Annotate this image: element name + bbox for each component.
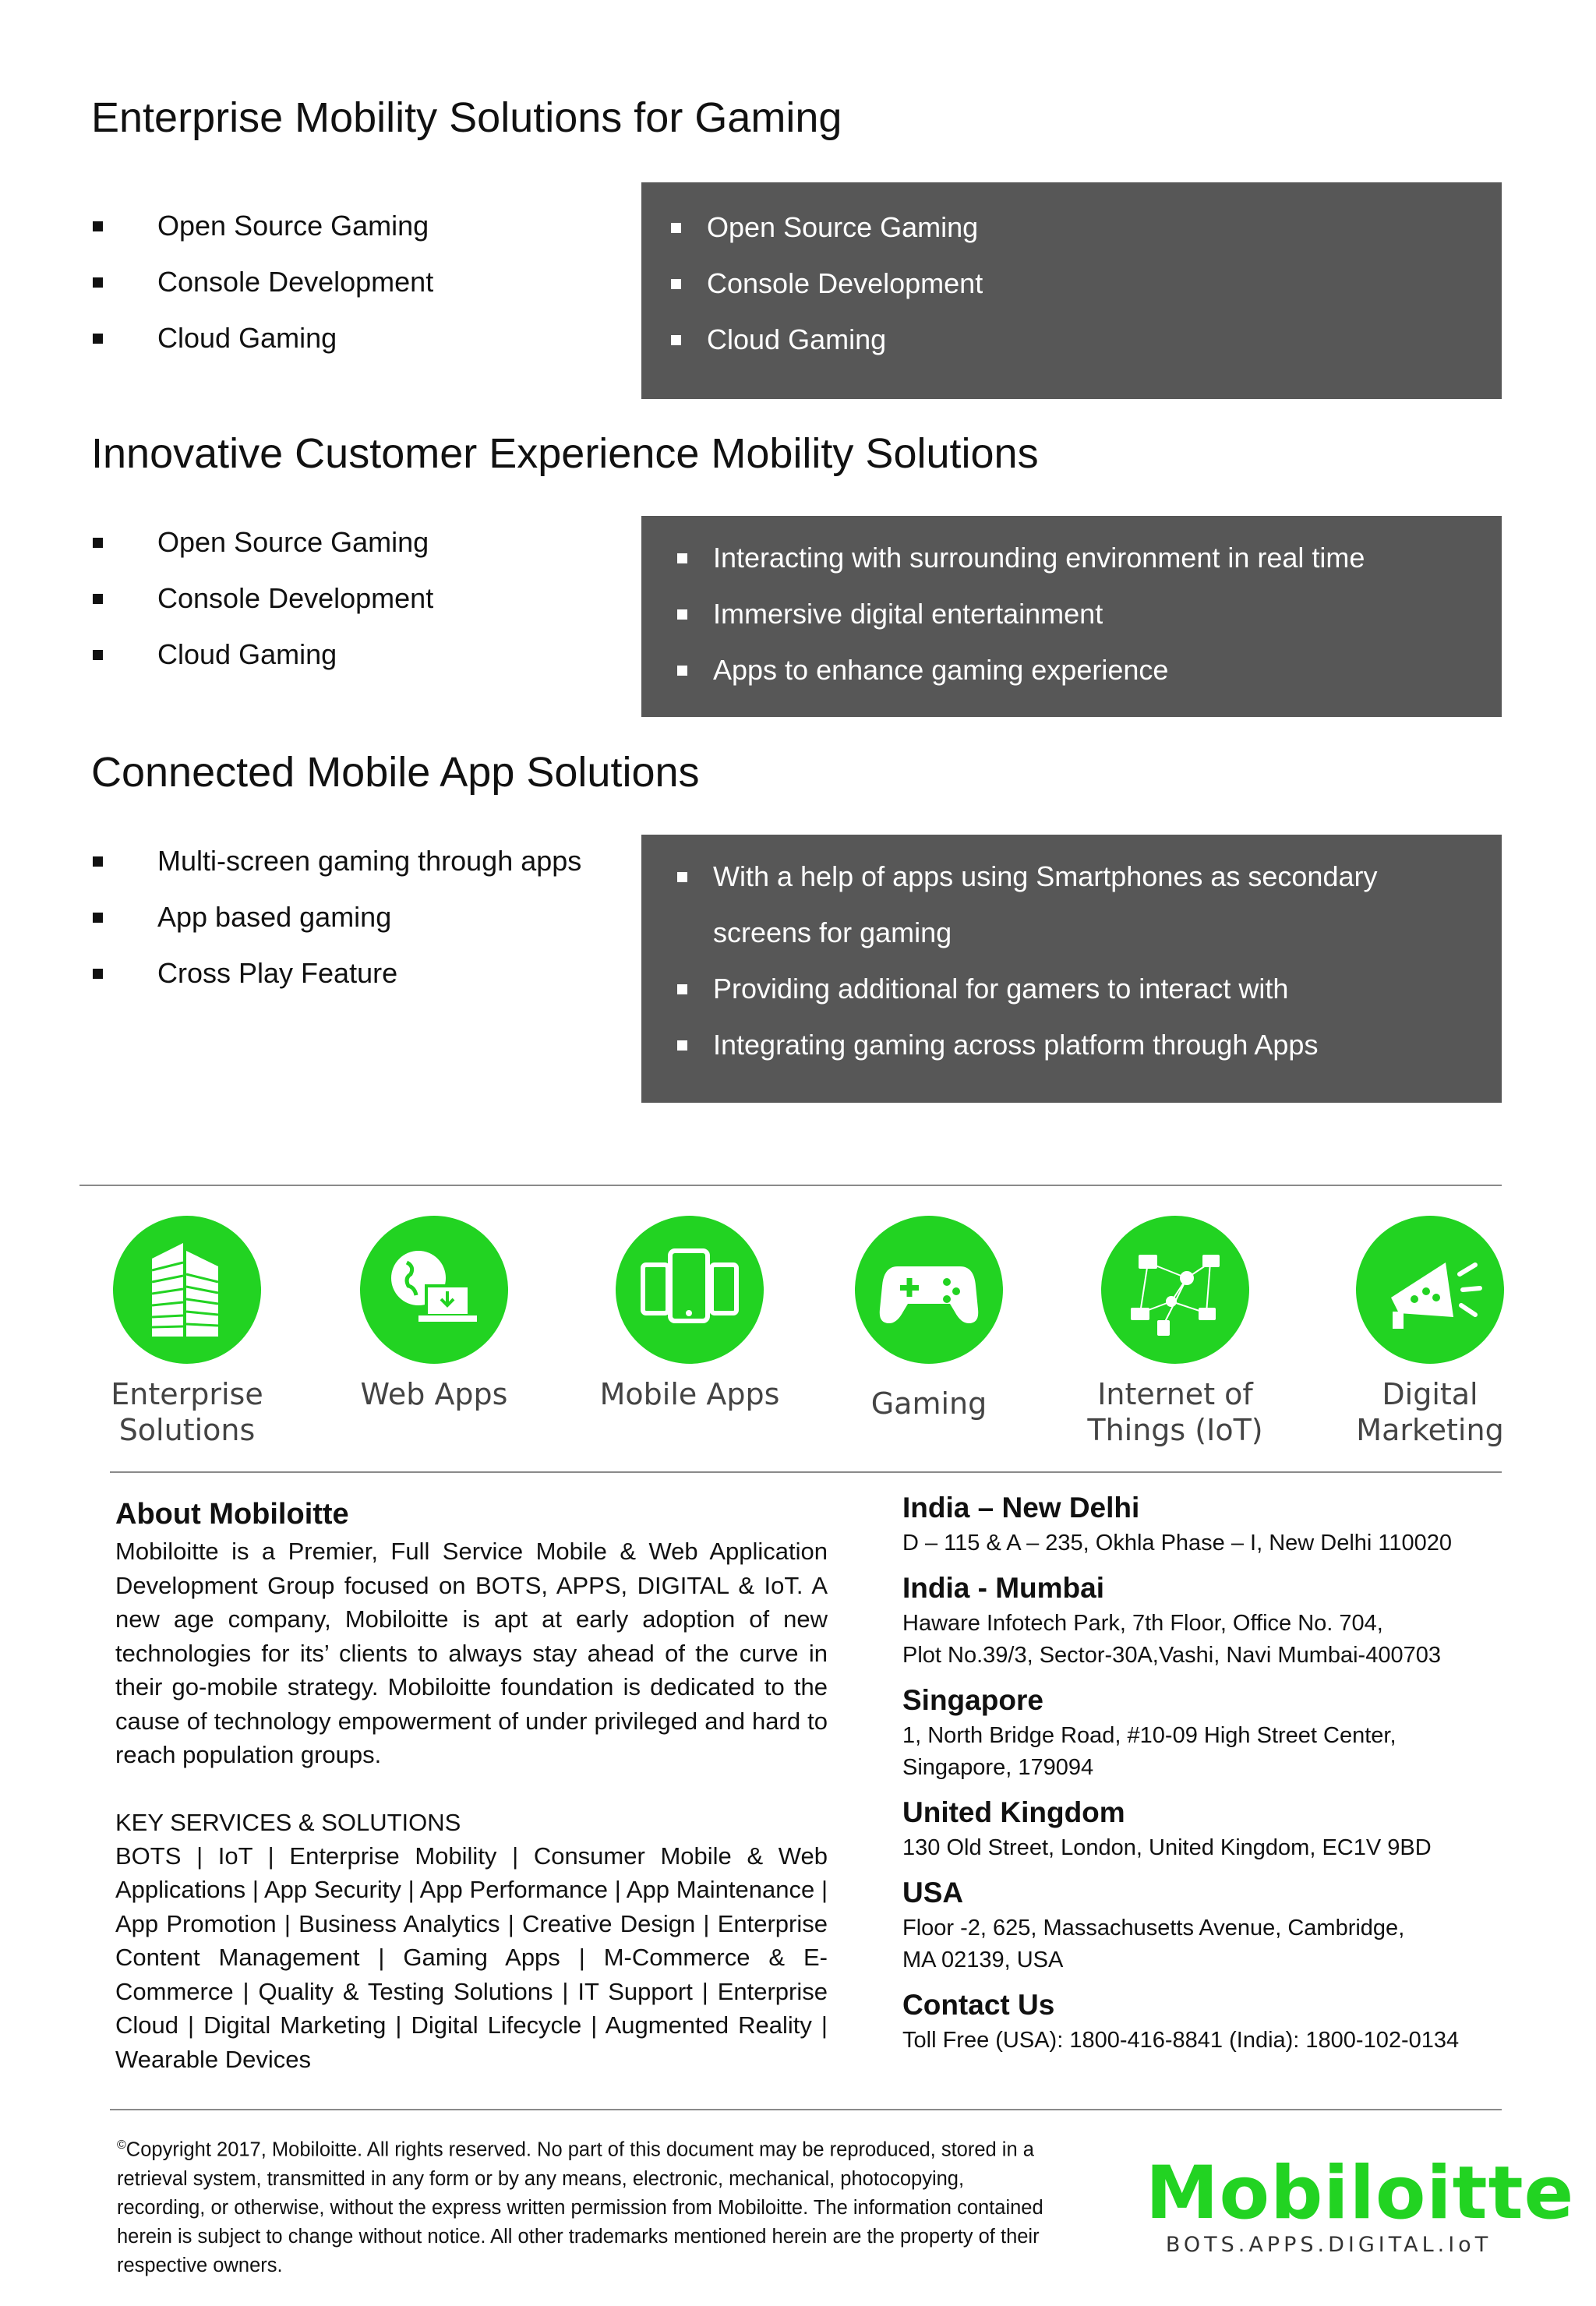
box-item: Integrating gaming across platform through Apps xyxy=(641,1017,1408,1073)
office-united-kingdom xyxy=(902,1793,1510,1864)
section-title-customer-experience: Innovative Customer Experience Mobility Solutions xyxy=(91,430,1039,477)
office-address-line: Floor -2, 625, Massachusetts Avenue, Cambridge, xyxy=(902,1916,1405,1941)
iot-network-icon xyxy=(1101,1216,1249,1364)
service-enterprise-solutions xyxy=(70,1216,304,1448)
box-item: With a help of apps using Smartphones as secondary screens for gaming xyxy=(641,849,1408,961)
list-item: Multi-screen gaming through apps xyxy=(91,833,621,889)
service-label: Mobile Apps xyxy=(599,1377,780,1411)
offices-section xyxy=(902,1488,1510,2066)
divider xyxy=(79,1185,1502,1186)
office-address-line: D – 115 & A – 235, Okhla Phase – I, New Delhi 110020 xyxy=(902,1531,1453,1556)
divider xyxy=(110,1471,1502,1473)
office-address-line: Haware Infotech Park, 7th Floor, Office No. 704, xyxy=(902,1611,1383,1636)
left-list-1 xyxy=(91,198,621,366)
box-item: Interacting with surrounding environment in real time xyxy=(641,530,1502,586)
building-icon xyxy=(113,1216,261,1364)
section-title-enterprise-mobility: Enterprise Mobility Solutions for Gaming xyxy=(91,94,842,141)
grey-box-1 xyxy=(641,182,1502,399)
box-item: Console Development xyxy=(635,256,1502,312)
mobile-devices-icon xyxy=(616,1216,764,1364)
list-item: Cloud Gaming xyxy=(91,310,621,366)
globe-laptop-icon xyxy=(360,1216,508,1364)
office-mumbai xyxy=(902,1569,1510,1672)
office-name: India - Mumbai xyxy=(902,1572,1104,1604)
service-web-apps xyxy=(317,1216,551,1412)
service-label: Internet of Things (IoT) xyxy=(1087,1377,1263,1447)
list-item: Cross Play Feature xyxy=(91,945,621,1001)
left-list-3 xyxy=(91,833,621,1001)
megaphone-icon xyxy=(1356,1216,1504,1364)
box-item: Immersive digital entertainment xyxy=(641,586,1502,642)
logo-tagline: BOTS.APPS.DIGITAL.IoT xyxy=(1165,2233,1492,2257)
office-name: Contact Us xyxy=(902,1989,1055,2021)
service-gaming xyxy=(812,1216,1046,1421)
office-name: India – New Delhi xyxy=(902,1492,1140,1524)
box-item: Apps to enhance gaming experience xyxy=(641,642,1502,698)
list-item: Console Development xyxy=(91,254,621,310)
office-address-line: Singapore, 179094 xyxy=(902,1755,1094,1780)
list-item: Console Development xyxy=(91,570,621,627)
list-item: Open Source Gaming xyxy=(91,198,621,254)
section-title-connected-mobile: Connected Mobile App Solutions xyxy=(91,749,700,796)
office-address-line: Plot No.39/3, Sector-30A,Vashi, Navi Mumbai-400703 xyxy=(902,1643,1441,1668)
service-label: Digital Marketing xyxy=(1356,1377,1504,1447)
office-new-delhi xyxy=(902,1488,1510,1559)
grey-box-2 xyxy=(641,516,1502,717)
service-label: Web Apps xyxy=(360,1377,508,1411)
service-mobile-apps xyxy=(573,1216,807,1412)
office-singapore xyxy=(902,1681,1510,1784)
office-usa xyxy=(902,1873,1510,1976)
office-address-line: 130 Old Street, London, United Kingdom, EC1V 9BD xyxy=(902,1835,1432,1860)
key-services-title: KEY SERVICES & SOLUTIONS xyxy=(115,1808,461,1836)
copyright-notice xyxy=(117,2131,1052,2280)
list-item: App based gaming xyxy=(91,889,621,945)
grey-box-3 xyxy=(641,835,1502,1103)
about-heading: About Mobiloitte xyxy=(115,1498,349,1531)
box-item: Providing additional for gamers to interact with xyxy=(641,961,1408,1017)
office-address-line: MA 02139, USA xyxy=(902,1948,1064,1972)
copyright-symbol: © xyxy=(117,2138,126,2152)
service-label: Enterprise Solutions xyxy=(111,1377,263,1447)
list-item: Open Source Gaming xyxy=(91,514,621,570)
about-paragraph: Mobiloitte is a Premier, Full Service Mobile & Web Application Development Group focused on BOTS, APPS, DIGITAL & IoT. A new age company, Mobiloitte is apt at early adoption of new technologies for its’ clients to always stay ahead of the curve in their go-mobile strategy. Mobiloitte foundation is dedicated to the cause of technology empowerment of under privileged and hard to reach population groups. xyxy=(115,1538,828,1768)
box-item: Open Source Gaming xyxy=(635,200,1502,256)
box-item: Cloud Gaming xyxy=(635,312,1502,368)
office-address-line: 1, North Bridge Road, #10-09 High Street Center, xyxy=(902,1723,1396,1748)
list-item: Cloud Gaming xyxy=(91,627,621,683)
contact-us xyxy=(902,1986,1510,2057)
left-list-2 xyxy=(91,514,621,683)
service-digital-marketing xyxy=(1313,1216,1547,1448)
service-iot xyxy=(1058,1216,1292,1448)
office-name: United Kingdom xyxy=(902,1796,1125,1828)
office-name: USA xyxy=(902,1877,964,1909)
service-label: Gaming xyxy=(870,1386,987,1421)
copyright-text: Copyright 2017, Mobiloitte. All rights reserved. No part of this document may be reproduced, stored in a retrieval system, transmitted in any form or by any means, electronic, mechanical, photocopying, recording, or otherwise, without the express written permission from Mobiloitte. The information contained herein is subject to change without notice. All other trademarks mentioned herein are the property of their respective owners. xyxy=(117,2138,1043,2276)
toll-free-numbers: Toll Free (USA): 1800-416-8841 (India): 1800-102-0134 xyxy=(902,2028,1460,2053)
mobiloitte-logo xyxy=(1146,2151,1575,2257)
logo-name: Mobiloitte xyxy=(1146,2151,1575,2236)
gamepad-icon xyxy=(855,1216,1003,1364)
office-name: Singapore xyxy=(902,1684,1043,1716)
divider xyxy=(110,2109,1502,2110)
about-section xyxy=(115,1498,828,2076)
key-services-text: BOTS | IoT | Enterprise Mobility | Consumer Mobile & Web Applications | App Security | App Performance | App Maintenance | App Promotion | Business Analytics | Creative Design | Enterprise Content Management | Gaming Apps | M-Commerce & E-Commerce | Quality & Testing Solutions | IT Support | Enterprise Cloud | Digital Marketing | Digital Lifecycle | Augmented Reality | Wearable Devices xyxy=(115,1842,828,2073)
